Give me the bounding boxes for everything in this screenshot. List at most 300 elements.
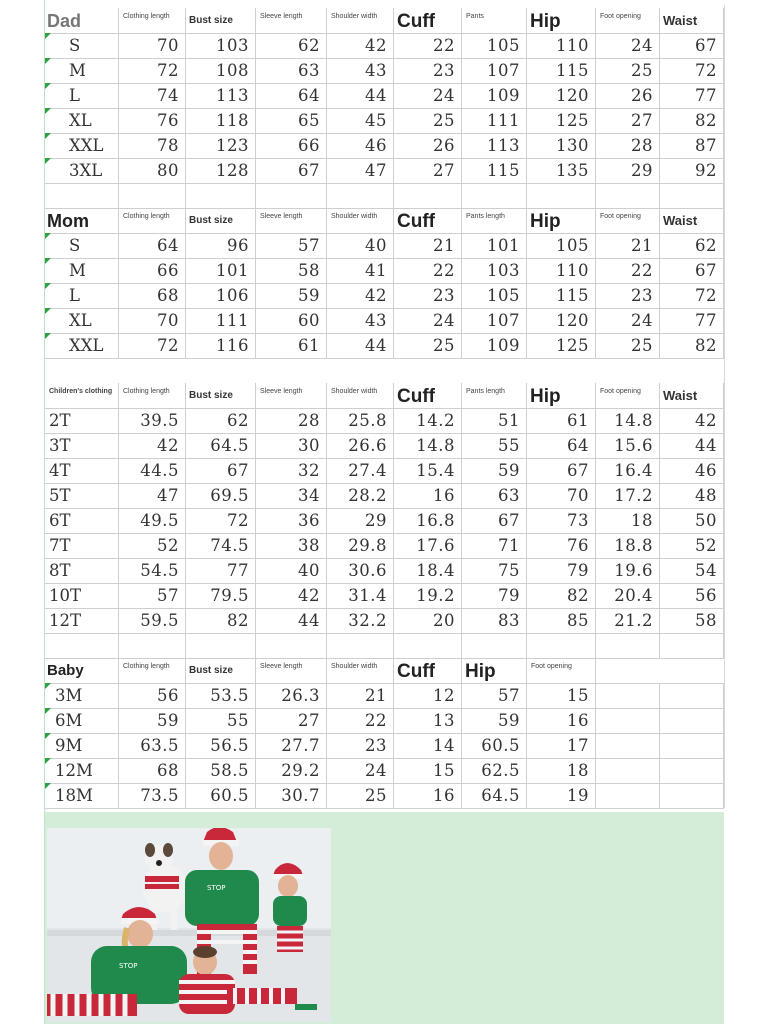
value-cell: 40 — [327, 233, 394, 258]
empty-cell — [596, 733, 660, 758]
value-cell: 27.4 — [327, 458, 394, 483]
value-cell: 106 — [186, 283, 256, 308]
header-foot-opening: Foot opening — [596, 383, 660, 408]
header-shoulder-width: Shoulder width — [327, 383, 394, 408]
value-cell: 22 — [394, 258, 462, 283]
value-cell: 107 — [462, 58, 527, 83]
value-cell: 71 — [462, 533, 527, 558]
value-cell: 55 — [186, 708, 256, 733]
value-cell: 58.5 — [186, 758, 256, 783]
empty-cell — [660, 683, 724, 708]
value-cell: 22 — [327, 708, 394, 733]
header-waist: Waist — [660, 208, 724, 233]
value-cell: 72 — [660, 283, 724, 308]
value-cell: 73.5 — [119, 783, 186, 808]
mom-title: Mom — [45, 208, 119, 233]
comment-marker — [45, 283, 51, 289]
value-cell: 15.6 — [596, 433, 660, 458]
size-label: XXL — [45, 333, 119, 358]
value-cell: 74 — [119, 83, 186, 108]
value-cell: 24 — [394, 83, 462, 108]
dad-row — [45, 108, 724, 134]
value-cell: 79.5 — [186, 583, 256, 608]
value-cell: 15.4 — [394, 458, 462, 483]
value-cell: 64 — [119, 233, 186, 258]
value-cell: 80 — [119, 158, 186, 183]
value-cell: 30.6 — [327, 558, 394, 583]
comment-marker — [45, 233, 51, 239]
value-cell: 52 — [660, 533, 724, 558]
header-hip: Hip — [462, 658, 527, 683]
value-cell: 15 — [527, 683, 596, 708]
size-label: 6T — [45, 508, 119, 533]
value-cell: 63.5 — [119, 733, 186, 758]
header-shoulder-width: Shoulder width — [327, 8, 394, 33]
value-cell: 105 — [527, 233, 596, 258]
value-cell: 16 — [527, 708, 596, 733]
mom-row — [45, 233, 724, 259]
header-sleeve-length: Sleeve length — [256, 208, 327, 233]
empty-cell — [186, 633, 256, 658]
dad-header-row — [45, 8, 724, 34]
empty-cell — [660, 708, 724, 733]
header-clothing-length: Clothing length — [119, 383, 186, 408]
comment-marker — [45, 158, 51, 164]
header-waist: Waist — [660, 383, 724, 408]
value-cell: 58 — [256, 258, 327, 283]
value-cell: 34 — [256, 483, 327, 508]
empty-cell — [660, 758, 724, 783]
comment-marker — [45, 308, 51, 314]
value-cell: 25.8 — [327, 408, 394, 433]
value-cell: 113 — [462, 133, 527, 158]
value-cell: 25 — [596, 58, 660, 83]
value-cell: 13 — [394, 708, 462, 733]
header-hip: Hip — [527, 208, 596, 233]
value-cell: 54 — [660, 558, 724, 583]
empty-cell — [256, 183, 327, 208]
value-cell: 21.2 — [596, 608, 660, 633]
value-cell: 24 — [596, 308, 660, 333]
size-label: 3T — [45, 433, 119, 458]
header-hip: Hip — [527, 8, 596, 33]
value-cell: 24 — [394, 308, 462, 333]
value-cell: 42 — [327, 33, 394, 58]
value-cell: 130 — [527, 133, 596, 158]
value-cell: 120 — [527, 308, 596, 333]
children-row — [45, 408, 724, 434]
empty-cell — [660, 183, 724, 208]
comment-marker — [45, 33, 51, 39]
value-cell: 72 — [119, 333, 186, 358]
value-cell: 25 — [596, 333, 660, 358]
dad-spacer-row — [45, 183, 724, 209]
value-cell: 21 — [394, 233, 462, 258]
size-label: XL — [45, 108, 119, 133]
value-cell: 44 — [327, 333, 394, 358]
baby-row — [45, 683, 724, 709]
value-cell: 44 — [256, 608, 327, 633]
value-cell: 115 — [462, 158, 527, 183]
header-foot-opening: Foot opening — [527, 658, 596, 683]
mom-row — [45, 333, 724, 359]
empty-cell — [394, 183, 462, 208]
value-cell: 79 — [527, 558, 596, 583]
value-cell: 23 — [327, 733, 394, 758]
value-cell: 85 — [527, 608, 596, 633]
children-row — [45, 458, 724, 484]
value-cell: 42 — [327, 283, 394, 308]
value-cell: 61 — [256, 333, 327, 358]
value-cell: 26.6 — [327, 433, 394, 458]
value-cell: 22 — [596, 258, 660, 283]
value-cell: 115 — [527, 283, 596, 308]
value-cell: 101 — [186, 258, 256, 283]
value-cell: 53.5 — [186, 683, 256, 708]
dad-sweater-text: STOP — [207, 884, 226, 892]
value-cell: 125 — [527, 333, 596, 358]
size-label: 3XL — [45, 158, 119, 183]
value-cell: 16 — [394, 483, 462, 508]
value-cell: 26 — [596, 83, 660, 108]
value-cell: 76 — [527, 533, 596, 558]
size-label: 12T — [45, 608, 119, 633]
baby-row — [45, 783, 724, 809]
size-label: M — [45, 58, 119, 83]
value-cell: 79 — [462, 583, 527, 608]
value-cell: 38 — [256, 533, 327, 558]
empty-cell — [462, 633, 527, 658]
size-label: L — [45, 83, 119, 108]
empty-cell — [45, 183, 119, 208]
value-cell: 125 — [527, 108, 596, 133]
size-label: S — [45, 33, 119, 58]
value-cell: 26 — [394, 133, 462, 158]
comment-marker — [45, 333, 51, 339]
empty-cell — [256, 633, 327, 658]
empty-cell — [596, 633, 660, 658]
value-cell: 67 — [462, 508, 527, 533]
value-cell: 111 — [186, 308, 256, 333]
value-cell: 107 — [462, 308, 527, 333]
value-cell: 29.8 — [327, 533, 394, 558]
comment-marker — [45, 708, 51, 714]
children-row — [45, 483, 724, 509]
size-label: 9M — [45, 733, 119, 758]
value-cell: 45 — [327, 108, 394, 133]
header-cuff: Cuff — [394, 383, 462, 408]
value-cell: 18.4 — [394, 558, 462, 583]
size-label: 7T — [45, 533, 119, 558]
value-cell: 82 — [660, 108, 724, 133]
comment-marker — [45, 733, 51, 739]
value-cell: 118 — [186, 108, 256, 133]
comment-marker — [45, 758, 51, 764]
empty-cell — [596, 758, 660, 783]
value-cell: 23 — [596, 283, 660, 308]
value-cell: 20.4 — [596, 583, 660, 608]
dad-row — [45, 33, 724, 59]
value-cell: 25 — [394, 333, 462, 358]
value-cell: 82 — [527, 583, 596, 608]
value-cell: 87 — [660, 133, 724, 158]
empty-cell — [596, 783, 660, 808]
size-label: 10T — [45, 583, 119, 608]
children-spacer-row — [45, 633, 724, 659]
value-cell: 55 — [462, 433, 527, 458]
header-bust-size: Bust size — [186, 208, 256, 233]
value-cell: 82 — [186, 608, 256, 633]
value-cell: 21 — [327, 683, 394, 708]
children-title: Children's clothing — [45, 383, 119, 408]
family-illustration — [47, 828, 331, 1022]
value-cell: 22 — [394, 33, 462, 58]
value-cell: 44 — [660, 433, 724, 458]
header-cuff: Cuff — [394, 8, 462, 33]
value-cell: 72 — [186, 508, 256, 533]
value-cell: 29 — [327, 508, 394, 533]
header-clothing-length: Clothing length — [119, 658, 186, 683]
size-label: L — [45, 283, 119, 308]
value-cell: 36 — [256, 508, 327, 533]
value-cell: 27 — [596, 108, 660, 133]
value-cell: 77 — [660, 308, 724, 333]
value-cell: 62 — [256, 33, 327, 58]
value-cell: 14.2 — [394, 408, 462, 433]
value-cell: 82 — [660, 333, 724, 358]
value-cell: 67 — [527, 458, 596, 483]
value-cell: 103 — [186, 33, 256, 58]
header-clothing-length: Clothing length — [119, 8, 186, 33]
value-cell: 108 — [186, 58, 256, 83]
value-cell: 54.5 — [119, 558, 186, 583]
value-cell: 73 — [527, 508, 596, 533]
value-cell: 51 — [462, 408, 527, 433]
value-cell: 46 — [327, 133, 394, 158]
value-cell: 63 — [462, 483, 527, 508]
value-cell: 57 — [462, 683, 527, 708]
baby-row — [45, 708, 724, 734]
value-cell: 115 — [527, 58, 596, 83]
header-pants-length: Pants length — [462, 383, 527, 408]
baby-title: Baby — [45, 658, 119, 683]
empty-cell — [596, 683, 660, 708]
value-cell: 42 — [256, 583, 327, 608]
value-cell: 28.2 — [327, 483, 394, 508]
value-cell: 76 — [119, 108, 186, 133]
size-label: 8T — [45, 558, 119, 583]
mom-row — [45, 283, 724, 309]
dad-title: Dad — [45, 8, 119, 33]
value-cell: 77 — [660, 83, 724, 108]
value-cell: 70 — [119, 308, 186, 333]
children-row — [45, 533, 724, 559]
header-sleeve-length: Sleeve length — [256, 383, 327, 408]
value-cell: 67 — [186, 458, 256, 483]
value-cell: 56.5 — [186, 733, 256, 758]
value-cell: 16.8 — [394, 508, 462, 533]
value-cell: 25 — [394, 108, 462, 133]
header-pants: Pants — [462, 8, 527, 33]
value-cell: 60 — [256, 308, 327, 333]
value-cell: 49.5 — [119, 508, 186, 533]
value-cell: 14.8 — [596, 408, 660, 433]
value-cell: 123 — [186, 133, 256, 158]
value-cell: 56 — [660, 583, 724, 608]
value-cell: 17 — [527, 733, 596, 758]
baby-row — [45, 758, 724, 784]
size-label: M — [45, 258, 119, 283]
value-cell: 63 — [256, 58, 327, 83]
empty-cell — [596, 708, 660, 733]
value-cell: 50 — [660, 508, 724, 533]
value-cell: 59.5 — [119, 608, 186, 633]
value-cell: 67 — [660, 33, 724, 58]
value-cell: 43 — [327, 58, 394, 83]
value-cell: 24 — [327, 758, 394, 783]
value-cell: 27 — [256, 708, 327, 733]
value-cell: 59 — [462, 458, 527, 483]
children-header-row — [45, 383, 724, 409]
comment-marker — [45, 83, 51, 89]
value-cell: 64.5 — [462, 783, 527, 808]
value-cell: 40 — [256, 558, 327, 583]
dad-row — [45, 158, 724, 184]
empty-cell — [327, 633, 394, 658]
size-label: XXL — [45, 133, 119, 158]
value-cell: 25 — [327, 783, 394, 808]
value-cell: 72 — [119, 58, 186, 83]
size-label: 4T — [45, 458, 119, 483]
value-cell: 57 — [256, 233, 327, 258]
header-cuff: Cuff — [394, 658, 462, 683]
value-cell: 27.7 — [256, 733, 327, 758]
header-sleeve-length: Sleeve length — [256, 8, 327, 33]
value-cell: 58 — [660, 608, 724, 633]
value-cell: 60.5 — [186, 783, 256, 808]
comment-marker — [45, 683, 51, 689]
value-cell: 47 — [327, 158, 394, 183]
comment-marker — [45, 258, 51, 264]
value-cell: 70 — [119, 33, 186, 58]
value-cell: 16.4 — [596, 458, 660, 483]
value-cell: 14 — [394, 733, 462, 758]
empty-cell — [394, 633, 462, 658]
size-label: 12M — [45, 758, 119, 783]
value-cell: 21 — [596, 233, 660, 258]
value-cell: 41 — [327, 258, 394, 283]
dad-row — [45, 133, 724, 159]
value-cell: 120 — [527, 83, 596, 108]
value-cell: 105 — [462, 283, 527, 308]
value-cell: 39.5 — [119, 408, 186, 433]
value-cell: 19 — [527, 783, 596, 808]
value-cell: 70 — [527, 483, 596, 508]
value-cell: 15 — [394, 758, 462, 783]
value-cell: 59 — [256, 283, 327, 308]
header-pants-length: Pants length — [462, 208, 527, 233]
value-cell: 62.5 — [462, 758, 527, 783]
value-cell: 110 — [527, 33, 596, 58]
value-cell: 18 — [527, 758, 596, 783]
value-cell: 62 — [186, 408, 256, 433]
value-cell: 30.7 — [256, 783, 327, 808]
mom-row — [45, 258, 724, 284]
value-cell: 12 — [394, 683, 462, 708]
value-cell: 19.6 — [596, 558, 660, 583]
children-row — [45, 433, 724, 459]
empty-cell — [462, 183, 527, 208]
size-label: S — [45, 233, 119, 258]
value-cell: 56 — [119, 683, 186, 708]
value-cell: 69.5 — [186, 483, 256, 508]
value-cell: 32.2 — [327, 608, 394, 633]
value-cell: 59 — [119, 708, 186, 733]
value-cell: 64 — [256, 83, 327, 108]
value-cell: 113 — [186, 83, 256, 108]
header-foot-opening: Foot opening — [596, 8, 660, 33]
value-cell: 42 — [660, 408, 724, 433]
value-cell: 83 — [462, 608, 527, 633]
value-cell: 68 — [119, 758, 186, 783]
value-cell: 67 — [256, 158, 327, 183]
value-cell: 26.3 — [256, 683, 327, 708]
empty-cell — [45, 633, 119, 658]
value-cell: 46 — [660, 458, 724, 483]
header-waist: Waist — [660, 8, 724, 33]
value-cell: 68 — [119, 283, 186, 308]
value-cell: 44 — [327, 83, 394, 108]
value-cell: 105 — [462, 33, 527, 58]
value-cell: 28 — [596, 133, 660, 158]
value-cell: 23 — [394, 58, 462, 83]
mom-sweater-text: STOP — [119, 962, 138, 970]
value-cell: 59 — [462, 708, 527, 733]
value-cell: 135 — [527, 158, 596, 183]
header-shoulder-width: Shoulder width — [327, 658, 394, 683]
value-cell: 75 — [462, 558, 527, 583]
value-cell: 96 — [186, 233, 256, 258]
value-cell: 48 — [660, 483, 724, 508]
value-cell: 30 — [256, 433, 327, 458]
header-sleeve-length: Sleeve length — [256, 658, 327, 683]
value-cell: 29.2 — [256, 758, 327, 783]
empty-cell — [596, 183, 660, 208]
header-bust-size: Bust size — [186, 658, 256, 683]
value-cell: 110 — [527, 258, 596, 283]
empty-cell — [660, 633, 724, 658]
value-cell: 103 — [462, 258, 527, 283]
empty-cell — [119, 633, 186, 658]
value-cell: 17.6 — [394, 533, 462, 558]
family-pajamas-photo — [47, 828, 331, 1022]
mom-header-row — [45, 208, 724, 234]
value-cell: 18 — [596, 508, 660, 533]
children-row — [45, 608, 724, 634]
size-label: 18M — [45, 783, 119, 808]
comment-marker — [45, 133, 51, 139]
value-cell: 61 — [527, 408, 596, 433]
value-cell: 109 — [462, 83, 527, 108]
baby-row — [45, 733, 724, 759]
value-cell: 72 — [660, 58, 724, 83]
header-cuff: Cuff — [394, 208, 462, 233]
value-cell: 67 — [660, 258, 724, 283]
value-cell: 24 — [596, 33, 660, 58]
size-label: 3M — [45, 683, 119, 708]
empty-cell — [327, 183, 394, 208]
children-row — [45, 583, 724, 609]
